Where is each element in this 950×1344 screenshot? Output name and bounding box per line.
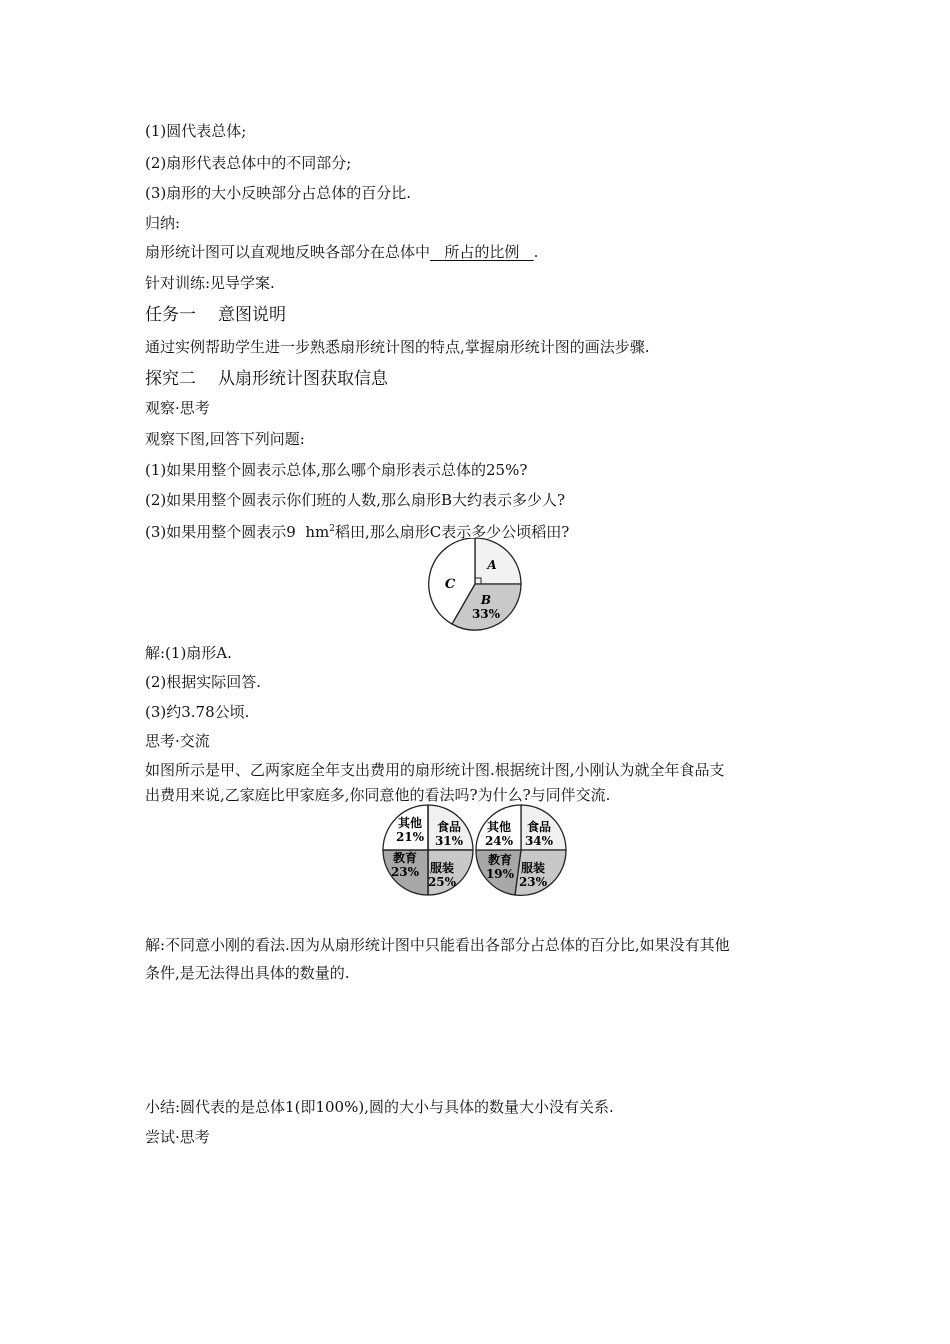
summary-text-after: . bbox=[533, 243, 539, 261]
try-heading: 尝试·思考 bbox=[145, 1128, 210, 1146]
q3-superscript: 2 bbox=[329, 524, 335, 534]
answer2-line-2: 条件,是无法得出具体的数量的. bbox=[145, 964, 350, 982]
summary-blank-answer: 所占的比例 bbox=[430, 243, 534, 261]
explore2-title-a: 探究二 bbox=[145, 369, 196, 389]
pie-meaning-item-1: (1)圆代表总体; bbox=[145, 122, 247, 140]
pie-meaning-item-2: (2)扇形代表总体中的不同部分; bbox=[145, 154, 352, 172]
answer2-line-1: 解:不同意小刚的看法.因为从扇形统计图中只能看出各部分占总体的百分比,如果没有其他 bbox=[145, 936, 730, 954]
yi-clothes-label: 服装 bbox=[520, 861, 546, 875]
pie-slice-a bbox=[475, 538, 521, 584]
practice-note: 针对训练:见导学案. bbox=[145, 274, 275, 292]
think-line-2: 出费用来说,乙家庭比甲家庭多,你同意他的看法吗?为什么?与同伴交流. bbox=[145, 786, 611, 804]
summary-heading: 归纳: bbox=[145, 214, 181, 232]
label-a: A bbox=[487, 558, 497, 572]
conclusion: 小结:圆代表的是总体1(即100%),圆的大小与具体的数量大小没有关系. bbox=[145, 1098, 614, 1116]
jia-food-label: 食品 bbox=[436, 820, 462, 834]
label-b-pct: 33% bbox=[471, 607, 501, 621]
explore2-title-b: 从扇形统计图获取信息 bbox=[218, 369, 388, 389]
jia-clothes-label: 服装 bbox=[429, 861, 455, 875]
task1-title-b: 意图说明 bbox=[218, 305, 286, 325]
q3-after: 稻田,那么扇形C表示多少公顷稻田? bbox=[334, 523, 570, 541]
explore2-title bbox=[145, 368, 388, 390]
jia-other-pct: 21% bbox=[395, 830, 425, 844]
yi-clothes-pct: 23% bbox=[518, 875, 548, 889]
jia-other-label: 其他 bbox=[397, 816, 423, 830]
family-pie-charts bbox=[378, 802, 572, 898]
task1-title bbox=[145, 304, 286, 326]
answer1-line-2: (2)根据实际回答. bbox=[145, 673, 262, 691]
observe-question-1: (1)如果用整个圆表示总体,那么哪个扇形表示总体的25%? bbox=[145, 461, 528, 479]
jia-clothes-pct: 25% bbox=[427, 875, 457, 889]
yi-edu-label: 教育 bbox=[487, 853, 513, 867]
summary-text bbox=[145, 242, 538, 262]
think-line-1: 如图所示是甲、乙两家庭全年支出费用的扇形统计图.根据统计图,小刚认为就全年食品支 bbox=[145, 761, 725, 779]
yi-food-pct: 34% bbox=[524, 834, 554, 848]
yi-food-label: 食品 bbox=[526, 820, 552, 834]
think-heading: 思考·交流 bbox=[145, 732, 210, 750]
q3-before: (3)如果用整个圆表示9 hm bbox=[145, 523, 330, 541]
label-b: B bbox=[480, 593, 492, 607]
label-c: C bbox=[444, 577, 456, 592]
jia-edu-label: 教育 bbox=[392, 851, 418, 865]
jia-edu-pct: 23% bbox=[390, 865, 420, 879]
yi-other-label: 其他 bbox=[486, 820, 512, 834]
pie-meaning-item-3: (3)扇形的大小反映部分占总体的百分比. bbox=[145, 184, 412, 202]
observe-question-2: (2)如果用整个圆表示你们班的人数,那么扇形B大约表示多少人? bbox=[145, 491, 566, 509]
yi-other-pct: 24% bbox=[484, 834, 514, 848]
jia-food-pct: 31% bbox=[434, 834, 464, 848]
answer1-line-1: 解:(1)扇形A. bbox=[145, 644, 232, 662]
observe-prompt: 观察下图,回答下列问题: bbox=[145, 430, 305, 448]
task1-title-a: 任务一 bbox=[145, 305, 196, 325]
summary-text-before: 扇形统计图可以直观地反映各部分在总体中 bbox=[145, 243, 431, 261]
answer1-line-3: (3)约3.78公顷. bbox=[145, 703, 250, 721]
yi-edu-pct: 19% bbox=[485, 867, 515, 881]
observe-heading: 观察·思考 bbox=[145, 399, 210, 417]
task1-text: 通过实例帮助学生进一步熟悉扇形统计图的特点,掌握扇形统计图的画法步骤. bbox=[145, 338, 650, 356]
pie-chart-abc bbox=[424, 538, 526, 634]
